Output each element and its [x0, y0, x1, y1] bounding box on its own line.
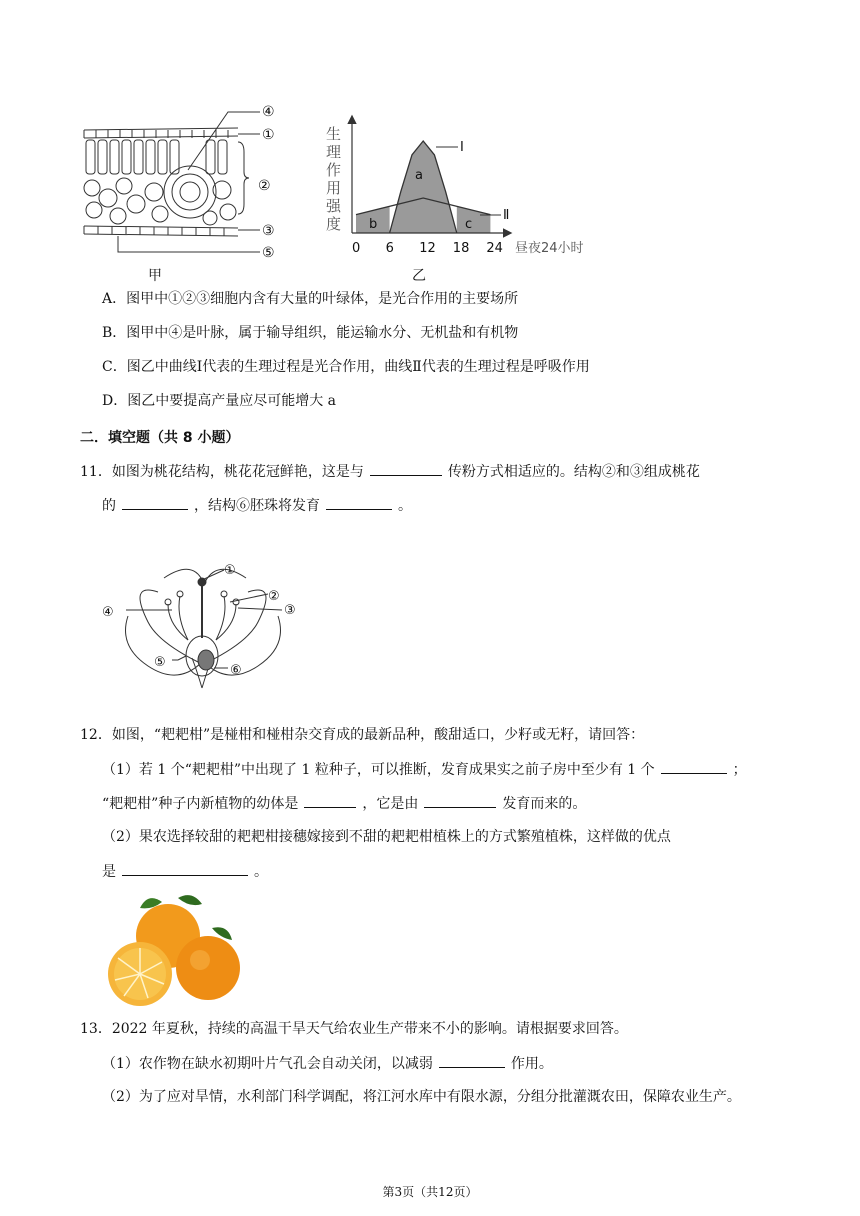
- q12-part2-line2: 是 。: [102, 861, 268, 882]
- flower-label-6: ⑥: [230, 663, 242, 678]
- label-5: ⑤: [262, 245, 275, 261]
- option-c: C．图乙中曲线Ⅰ代表的生理过程是光合作用，曲线Ⅱ代表的生理过程是呼吸作用: [102, 359, 590, 375]
- option-a: A．图甲中①②③细胞内含有大量的叶绿体，是光合作用的主要场所: [102, 291, 519, 307]
- q11-blank-3[interactable]: [326, 495, 392, 510]
- label-2: ②: [258, 178, 271, 194]
- section-title: 二．填空题（共 8 小题）: [80, 430, 240, 446]
- q13-line-1: 13．2022 年夏秋，持续的高温干旱天气给农业生产带来不小的影响。请根据要求回答。: [80, 1021, 628, 1037]
- photosynthesis-respiration-chart: [318, 105, 608, 290]
- option-d: D．图乙中要提高产量应尽可能增大 a: [102, 393, 337, 409]
- area-label-a: a: [415, 168, 423, 183]
- peach-flower-figure: [98, 556, 308, 704]
- q13-part2: （2）为了应对旱情，水利部门科学调配，将江河水库中有限水源，分组分批灌溉农田，保障农业生产。: [102, 1089, 741, 1105]
- q12-part1-line2: “耙耙柑”种子内新植物的幼体是 ，它是由 发育而来的。: [102, 793, 586, 814]
- leaf-vein: [164, 166, 216, 218]
- y-label-char: 度: [326, 215, 342, 233]
- x-tick-24: 24: [486, 241, 503, 256]
- y-axis-label: [326, 125, 342, 233]
- q11-line-1: 11．如图为桃花结构，桃花花冠鲜艳，这是与 传粉方式相适应的。结构②和③组成桃花: [80, 461, 700, 482]
- flower-label-5: ⑤: [154, 655, 166, 670]
- q12-blank-2[interactable]: [304, 793, 356, 808]
- q12-part1-line1: （1）若 1 个“耙耙柑”中出现了 1 粒种子，可以推断，发育成果实之前子房中至少有 1 个 ；: [102, 759, 747, 780]
- curve-label-2: Ⅱ: [503, 208, 510, 223]
- flower-label-2: ②: [268, 589, 280, 604]
- label-1: ①: [262, 127, 275, 143]
- x-axis-label: 昼夜24小时: [515, 241, 584, 256]
- leaf-figure-caption: 甲: [148, 268, 162, 284]
- q11-blank-1[interactable]: [370, 461, 442, 476]
- curve-label-1: I: [460, 140, 464, 155]
- q12-blank-1[interactable]: [661, 759, 727, 774]
- x-tick-6: 6: [385, 241, 394, 256]
- area-label-c: c: [465, 217, 473, 232]
- q13-part1: （1）农作物在缺水初期叶片气孔会自动关闭，以减弱 作用。: [102, 1053, 553, 1074]
- x-tick-0: 0: [352, 241, 361, 256]
- label-3: ③: [262, 223, 275, 239]
- option-b: B．图甲中④是叶脉，属于输导组织，能运输水分、无机盐和有机物: [102, 325, 519, 341]
- orange-fruit-image: [102, 888, 252, 1008]
- q11-line-2: 的 ，结构⑥胚珠将发育 。: [102, 495, 412, 516]
- label-4: ④: [262, 104, 275, 120]
- q13-blank-1[interactable]: [439, 1053, 505, 1068]
- page-footer: 第3页（共12页）: [382, 1185, 478, 1199]
- leaf-cross-section-figure: [78, 100, 318, 290]
- flower-label-3: ③: [284, 603, 296, 618]
- q12-line-1: 12．如图，“耙耙柑”是椪柑和椪柑杂交育成的最新品种，酸甜适口，少籽或无籽，请回答：: [80, 727, 645, 743]
- q11-blank-2[interactable]: [122, 495, 188, 510]
- y-label-char: 用: [326, 179, 342, 197]
- q12-blank-4[interactable]: [122, 861, 248, 876]
- spongy-tissue: [84, 178, 236, 225]
- y-label-char: 强: [326, 197, 342, 215]
- flower-label-4: ④: [102, 605, 114, 620]
- chart-figure-caption: 乙: [412, 268, 426, 284]
- area-a: [390, 141, 457, 233]
- palisade-tissue: [86, 140, 227, 174]
- q12-part2-line1: （2）果农选择较甜的耙耙柑接穗嫁接到不甜的耙耙柑植株上的方式繁殖植株，这样做的优点: [102, 829, 671, 845]
- y-label-char: 生: [326, 125, 342, 143]
- x-tick-12: 12: [419, 241, 436, 256]
- y-label-char: 作: [326, 161, 342, 179]
- area-label-b: b: [369, 217, 378, 232]
- q12-blank-3[interactable]: [424, 793, 496, 808]
- flower-label-1: ①: [224, 563, 236, 578]
- y-label-char: 理: [326, 143, 342, 161]
- x-tick-18: 18: [452, 241, 470, 256]
